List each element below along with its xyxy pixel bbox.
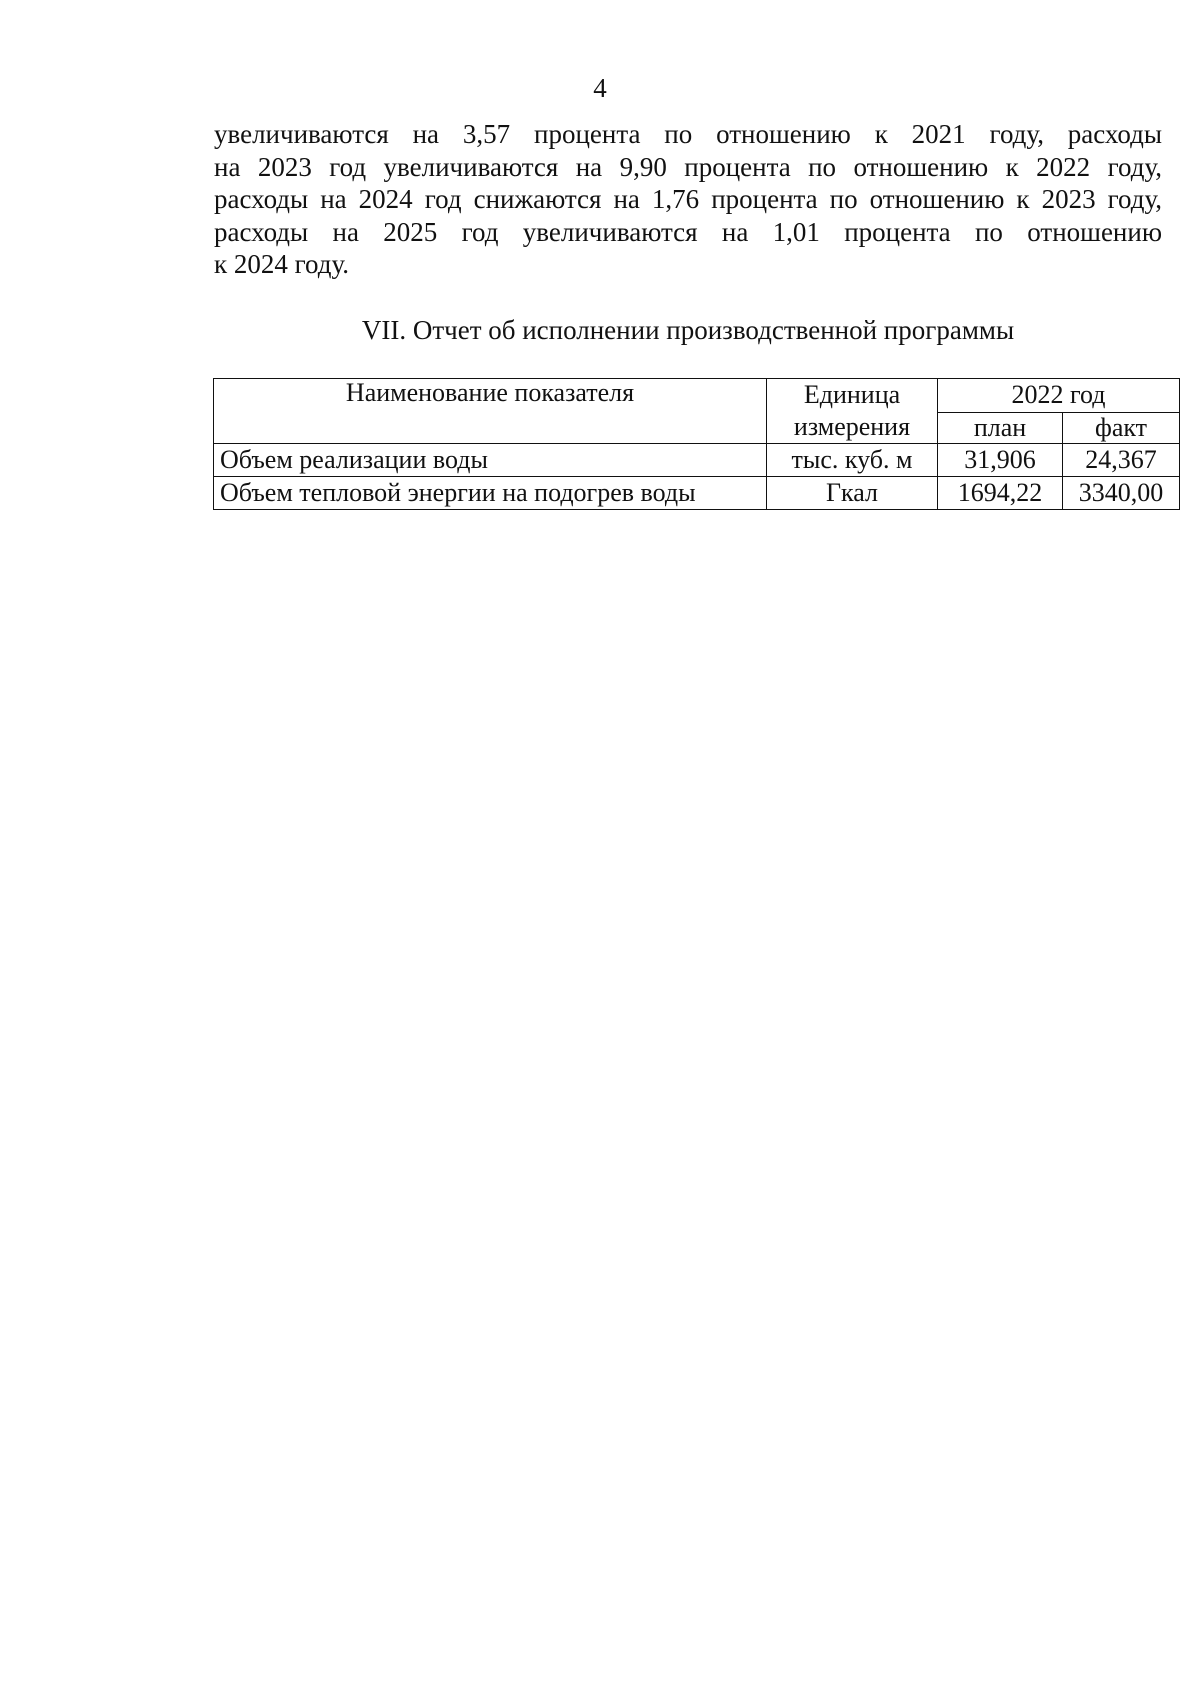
- cell-indicator-name: Объем реализации воды: [214, 444, 767, 477]
- cell-unit: тыс. куб. м: [767, 444, 938, 477]
- header-unit: [767, 379, 938, 444]
- body-paragraph: [214, 118, 1162, 281]
- header-fact: факт: [1063, 412, 1180, 443]
- paragraph-line: на 2023 год увеличиваются на 9,90 процента по отношению к 2022 году,: [214, 151, 1162, 182]
- cell-fact: 24,367: [1063, 444, 1180, 477]
- table-header-row: [214, 379, 1180, 413]
- header-unit-line2: измерения: [793, 412, 911, 441]
- section-heading: VII. Отчет об исполнении производственной программы: [361, 315, 1015, 345]
- header-plan: план: [938, 412, 1063, 443]
- header-indicator-name: Наименование показателя: [214, 379, 767, 444]
- cell-fact: 3340,00: [1063, 477, 1180, 510]
- page-number: 4: [593, 73, 607, 103]
- paragraph-line: расходы на 2025 год увеличиваются на 1,01 процента по отношению: [214, 216, 1162, 247]
- cell-plan: 31,906: [938, 444, 1063, 477]
- table-row: [214, 477, 1180, 510]
- table-row: [214, 444, 1180, 477]
- production-program-table: [213, 378, 1180, 510]
- header-year: 2022 год: [938, 379, 1180, 413]
- paragraph-line: расходы на 2024 год снижаются на 1,76 процента по отношению к 2023 году,: [214, 184, 1162, 214]
- cell-indicator-name: Объем тепловой энергии на подогрев воды: [214, 477, 767, 510]
- paragraph-line: увеличиваются на 3,57 процента по отношению к 2021 году, расходы: [214, 119, 1162, 149]
- header-unit-line1: Единица: [803, 380, 901, 409]
- cell-unit: Гкал: [767, 477, 938, 510]
- paragraph-line: к 2024 году.: [214, 249, 350, 279]
- cell-plan: 1694,22: [938, 477, 1063, 510]
